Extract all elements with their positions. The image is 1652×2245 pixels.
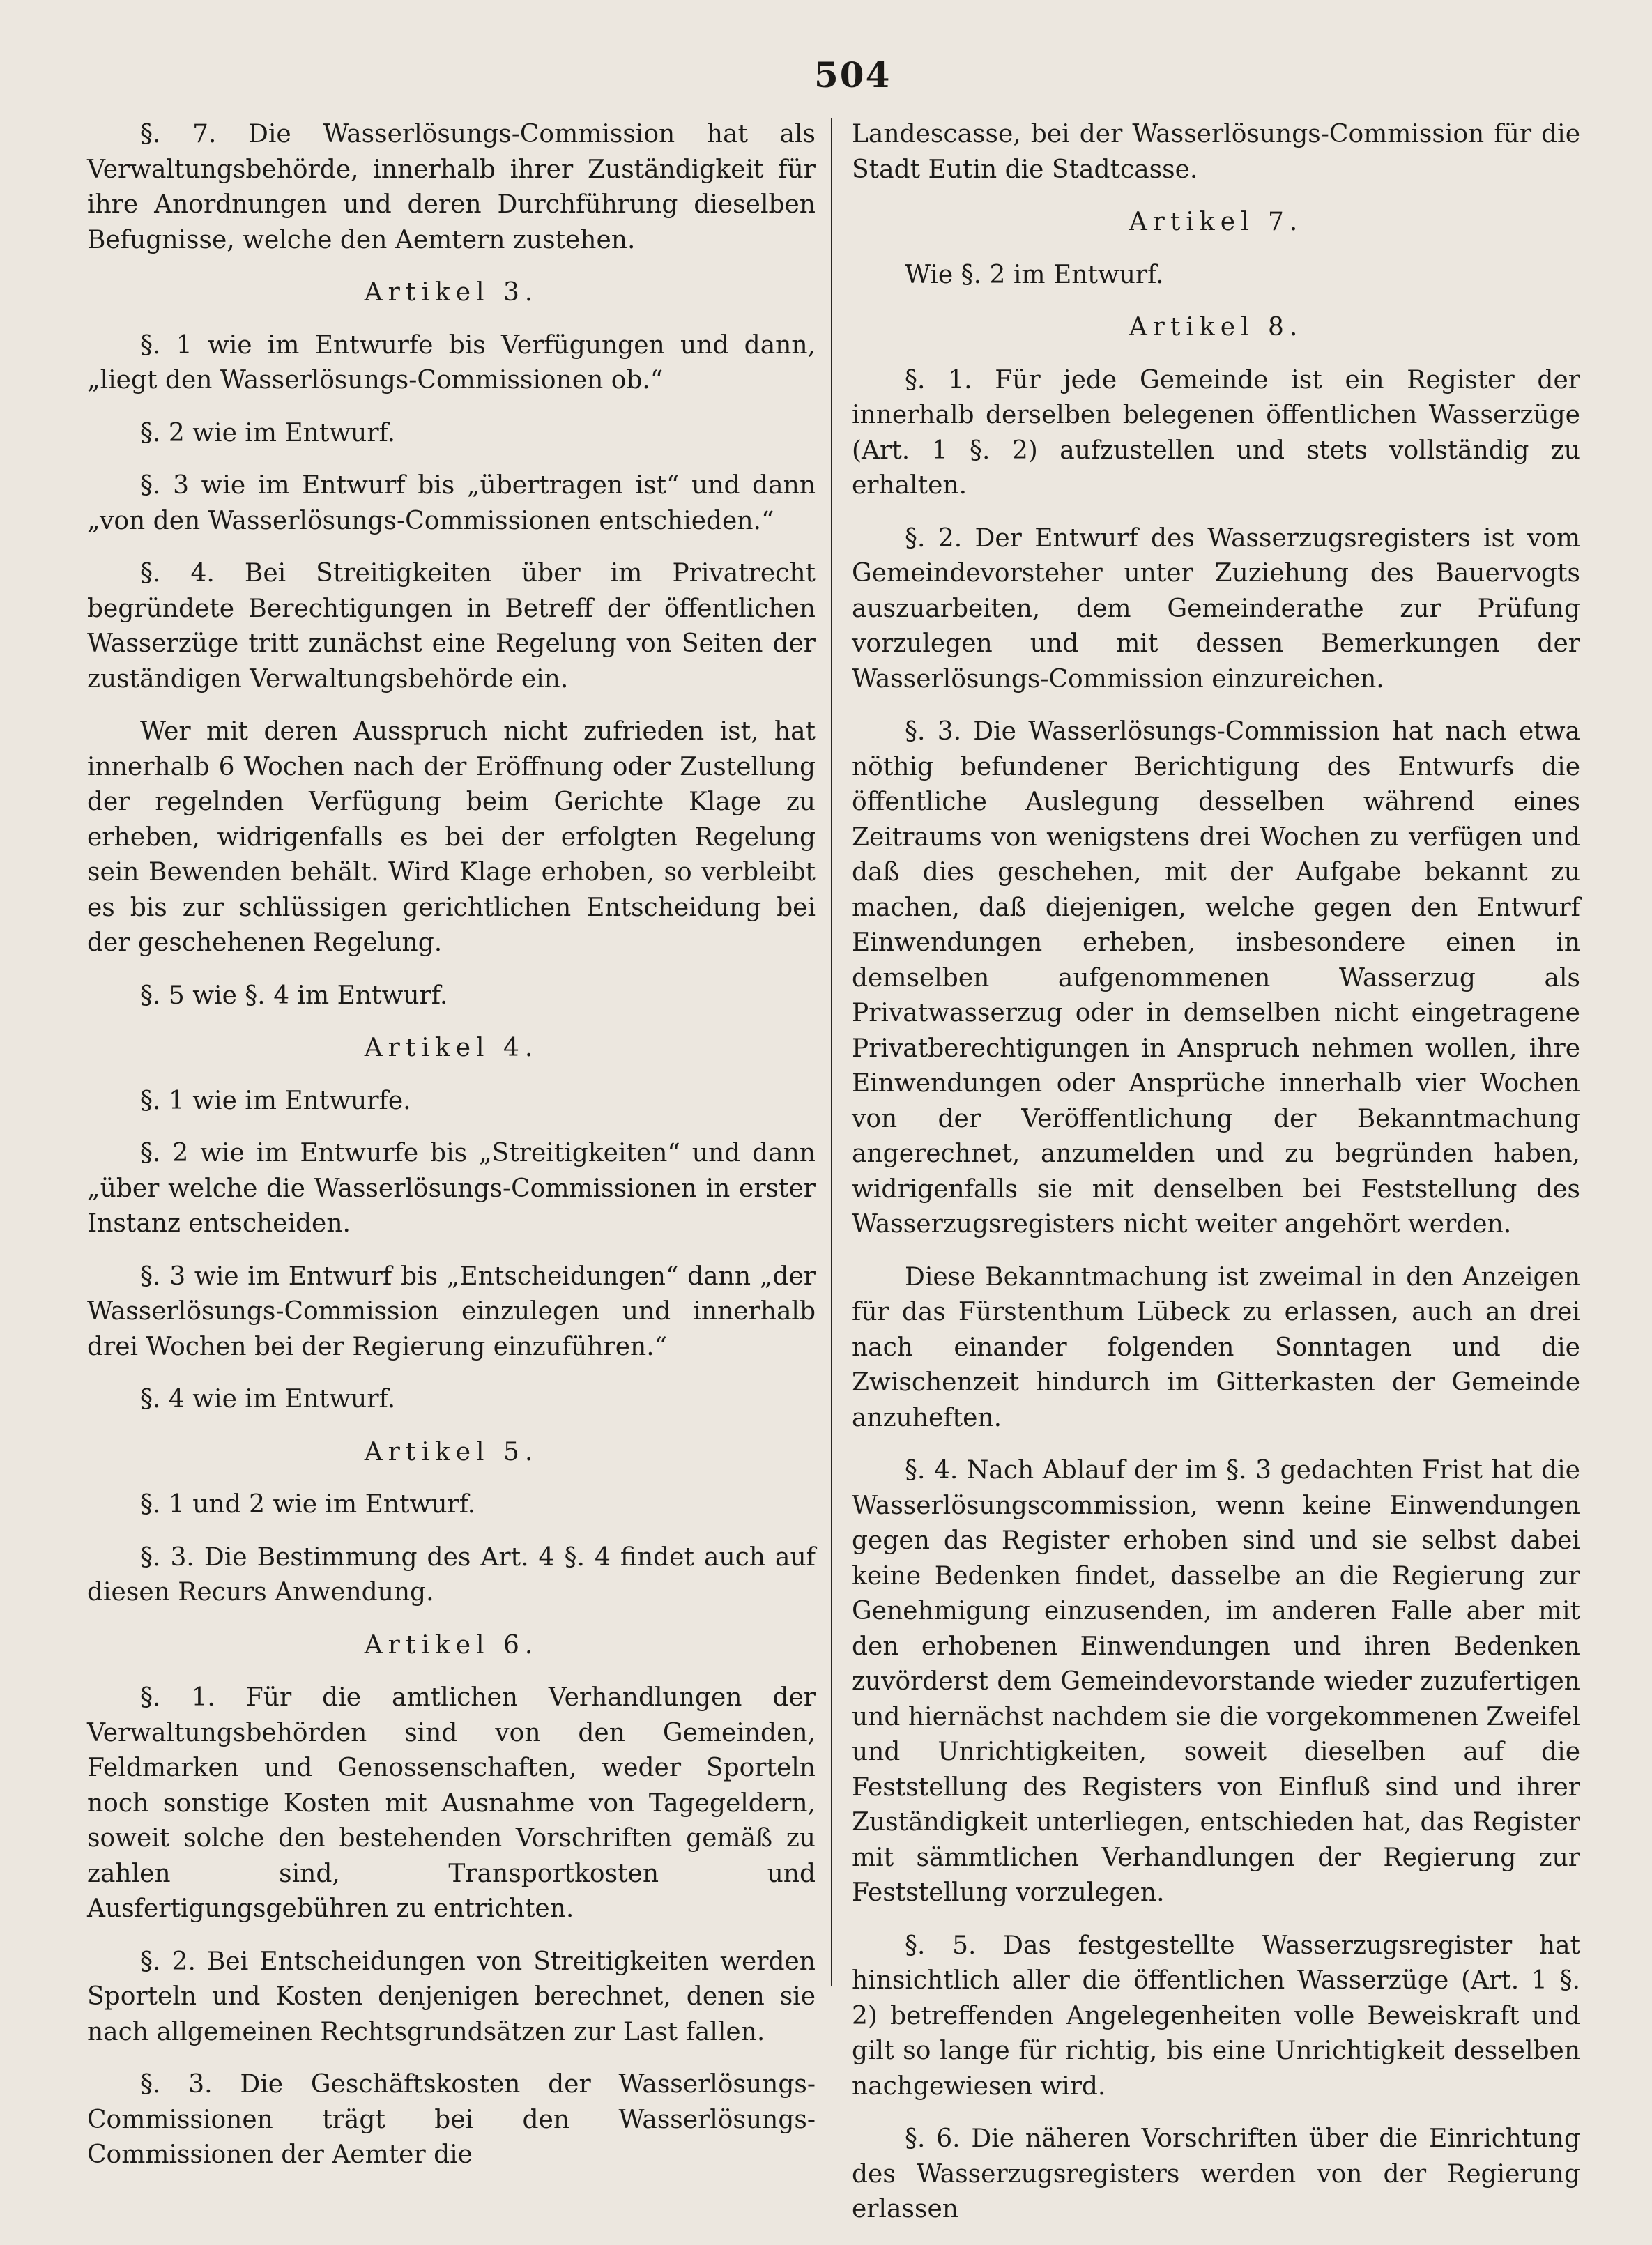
paragraph: §. 1. Für jede Gemeinde ist ein Register der innerhalb derselben belegenen öffentlichen Wasserzüge (Art. 1 §. 2) aufzustellen und stets vollständig zu erhalten.: [852, 365, 1580, 500]
article-heading: Artikel 6.: [364, 1630, 539, 1660]
paragraph: §. 1. Für die amtlichen Verhandlungen der Verwaltungsbehörden sind von den Gemeinden, Feldmarken und Genossenschaften, weder Sporteln noch sonstige Kosten mit Ausnahme von Tagegeldern, soweit solche den bestehenden Vorschriften gemäß zu zahlen sind, Transportkosten und Ausfertigungsgebühren zu entrichten.: [87, 1683, 816, 1923]
article-heading: Artikel 7.: [1129, 208, 1303, 236]
paragraph: Wer mit deren Ausspruch nicht zufrieden ist, hat innerhalb 6 Wochen nach der Eröffnung oder Zustellung der regelnden Verfügung beim Gerichte Klage zu erheben, widrigenfalls es bei der erfolgten Regelung sein Bewenden behält. Wird Klage erhoben, so verbleibt es bis zur schlüssigen gerichtlichen Entscheidung bei der geschehenen Regelung.: [87, 717, 816, 957]
paragraph: §. 4. Nach Ablauf der im §. 3 gedachten Frist hat die Wasserlösungscommission, wenn keine Einwendungen gegen das Register erhoben sind und sie selbst dabei keine Bedenken findet, dasselbe an die Regierung zur Genehmigung einzusenden, im anderen Falle aber mit den erhobenen Einwendungen und ihren Bedenken zuvörderst dem Gemeindevorstande wieder zuzufertigen und hiernächst nachdem sie die vorgekommenen Zweifel und Unrichtigkeiten, soweit dieselben auf die Feststellung des Registers von Einfluß sind und ihrer Zuständigkeit unterliegen, entschieden hat, das Register mit sämmtlichen Verhandlungen der Regierung zur Feststellung vorzulegen.: [852, 1456, 1580, 1907]
paragraph: §. 5 wie §. 4 im Entwurf.: [140, 981, 448, 1010]
paragraph: Diese Bekanntmachung ist zweimal in den Anzeigen für das Fürstenthum Lübeck zu erlassen, auch an drei nach einander folgenden Sonntagen und die Zwischenzeit hindurch im Gitterkasten der Gemeinde anzuheften.: [852, 1262, 1580, 1432]
paragraph: §. 3. Die Geschäftskosten der Wasserlösungs-Commissionen trägt bei den Wasserlösungs-Commissionen der Aemter die: [87, 2070, 816, 2169]
paragraph: §. 1 und 2 wie im Entwurf.: [140, 1490, 476, 1519]
paragraph: §. 3. Die Bestimmung des Art. 4 §. 4 findet auch auf diesen Recurs Anwendung.: [87, 1542, 816, 1607]
left-column: [87, 117, 816, 2191]
paragraph: §. 5. Das festgestellte Wasserzugsregister hat hinsichtlich aller die öffentlichen Wasserzüge (Art. 1 §. 2) betreffenden Angelegenheiten volle Beweiskraft und gilt so lange für richtig, bis eine Unrichtigkeit desselben nachgewiesen wird.: [852, 1931, 1580, 2101]
paragraph: §. 2 wie im Entwurf.: [140, 418, 396, 447]
paragraph: §. 1 wie im Entwurfe.: [140, 1086, 411, 1115]
paragraph: §. 1 wie im Entwurfe bis Verfügungen und dann, „liegt den Wasserlösungs-Commissionen ob.“: [87, 330, 816, 394]
paragraph: §. 3 wie im Entwurf bis „übertragen ist“ und dann „von den Wasserlösungs-Commissionen entschieden.“: [87, 471, 816, 535]
paragraph: §. 4 wie im Entwurf.: [140, 1385, 396, 1413]
paragraph: §. 4. Bei Streitigkeiten über im Privatrecht begründete Berechtigungen in Betreff der öffentlichen Wasserzüge tritt zunächst eine Regelung von Seiten der zuständigen Verwaltungsbehörde ein.: [87, 559, 816, 694]
paragraph: §. 2. Der Entwurf des Wasserzugsregisters ist vom Gemeindevorsteher unter Zuziehung des Bauervogts auszuarbeiten, dem Gemeinderathe zur Prüfung vorzulegen und mit dessen Bemerkungen der Wasserlösungs-Commission einzureichen.: [852, 523, 1580, 694]
paragraph: §. 3 wie im Entwurf bis „Entscheidungen“ dann „der Wasserlösungs-Commission einzulegen und innerhalb drei Wochen bei der Regierung einzuführen.“: [87, 1262, 816, 1361]
paragraph: §. 6. Die näheren Vorschriften über die Einrichtung des Wasserzugsregisters werden von der Regierung erlassen: [852, 2124, 1580, 2223]
page-number: 504: [814, 54, 892, 95]
column-divider: [831, 118, 832, 1986]
article-heading: Artikel 4.: [364, 1034, 539, 1062]
article-heading: Artikel 3.: [364, 278, 539, 307]
paragraph: §. 3. Die Wasserlösungs-Commission hat nach etwa nöthig befundener Berichtigung des Entwurfs die öffentliche Auslegung desselben während eines Zeitraums von wenigstens drei Wochen zu verfügen und daß dies geschehen, mit der Aufgabe bekannt zu machen, daß diejenigen, welche gegen den Entwurf Einwendungen erheben, insbesondere einen in demselben aufgenommenen Wasserzug als Privatwasserzug oder in demselben nicht eingetragene Privatberechtigungen in Anspruch nehmen wollen, ihre Einwendungen oder Ansprüche innerhalb vier Wochen von der Veröffentlichung der Bekanntmachung angerechnet, anzumelden und zu begründen haben, widrigenfalls sie mit denselben bei Feststellung des Wasserzugsregisters nicht weiter angehört werden.: [852, 717, 1580, 1239]
paragraph: §. 7. Die Wasserlösungs-Commission hat als Verwaltungsbehörde, innerhalb ihrer Zuständigkeit für ihre Anordnungen und deren Durchführung dieselben Befugnisse, welche den Aemtern zustehen.: [87, 120, 816, 254]
paragraph: Wie §. 2 im Entwurf.: [905, 260, 1164, 289]
paragraph: §. 2. Bei Entscheidungen von Streitigkeiten werden Sporteln und Kosten denjenigen berechnet, denen sie nach allgemeinen Rechtsgrundsätzen zur Last fallen.: [87, 1947, 816, 2046]
article-heading: Artikel 8.: [1129, 313, 1303, 342]
paragraph: §. 2 wie im Entwurfe bis „Streitigkeiten“ und dann „über welche die Wasserlösungs-Commissionen in erster Instanz entscheiden.: [87, 1139, 816, 1238]
continued-paragraph: Landescasse, bei der Wasserlösungs-Commission für die Stadt Eutin die Stadtcasse.: [852, 120, 1580, 184]
article-heading: Artikel 5.: [364, 1437, 539, 1466]
right-column: [852, 117, 1580, 2245]
